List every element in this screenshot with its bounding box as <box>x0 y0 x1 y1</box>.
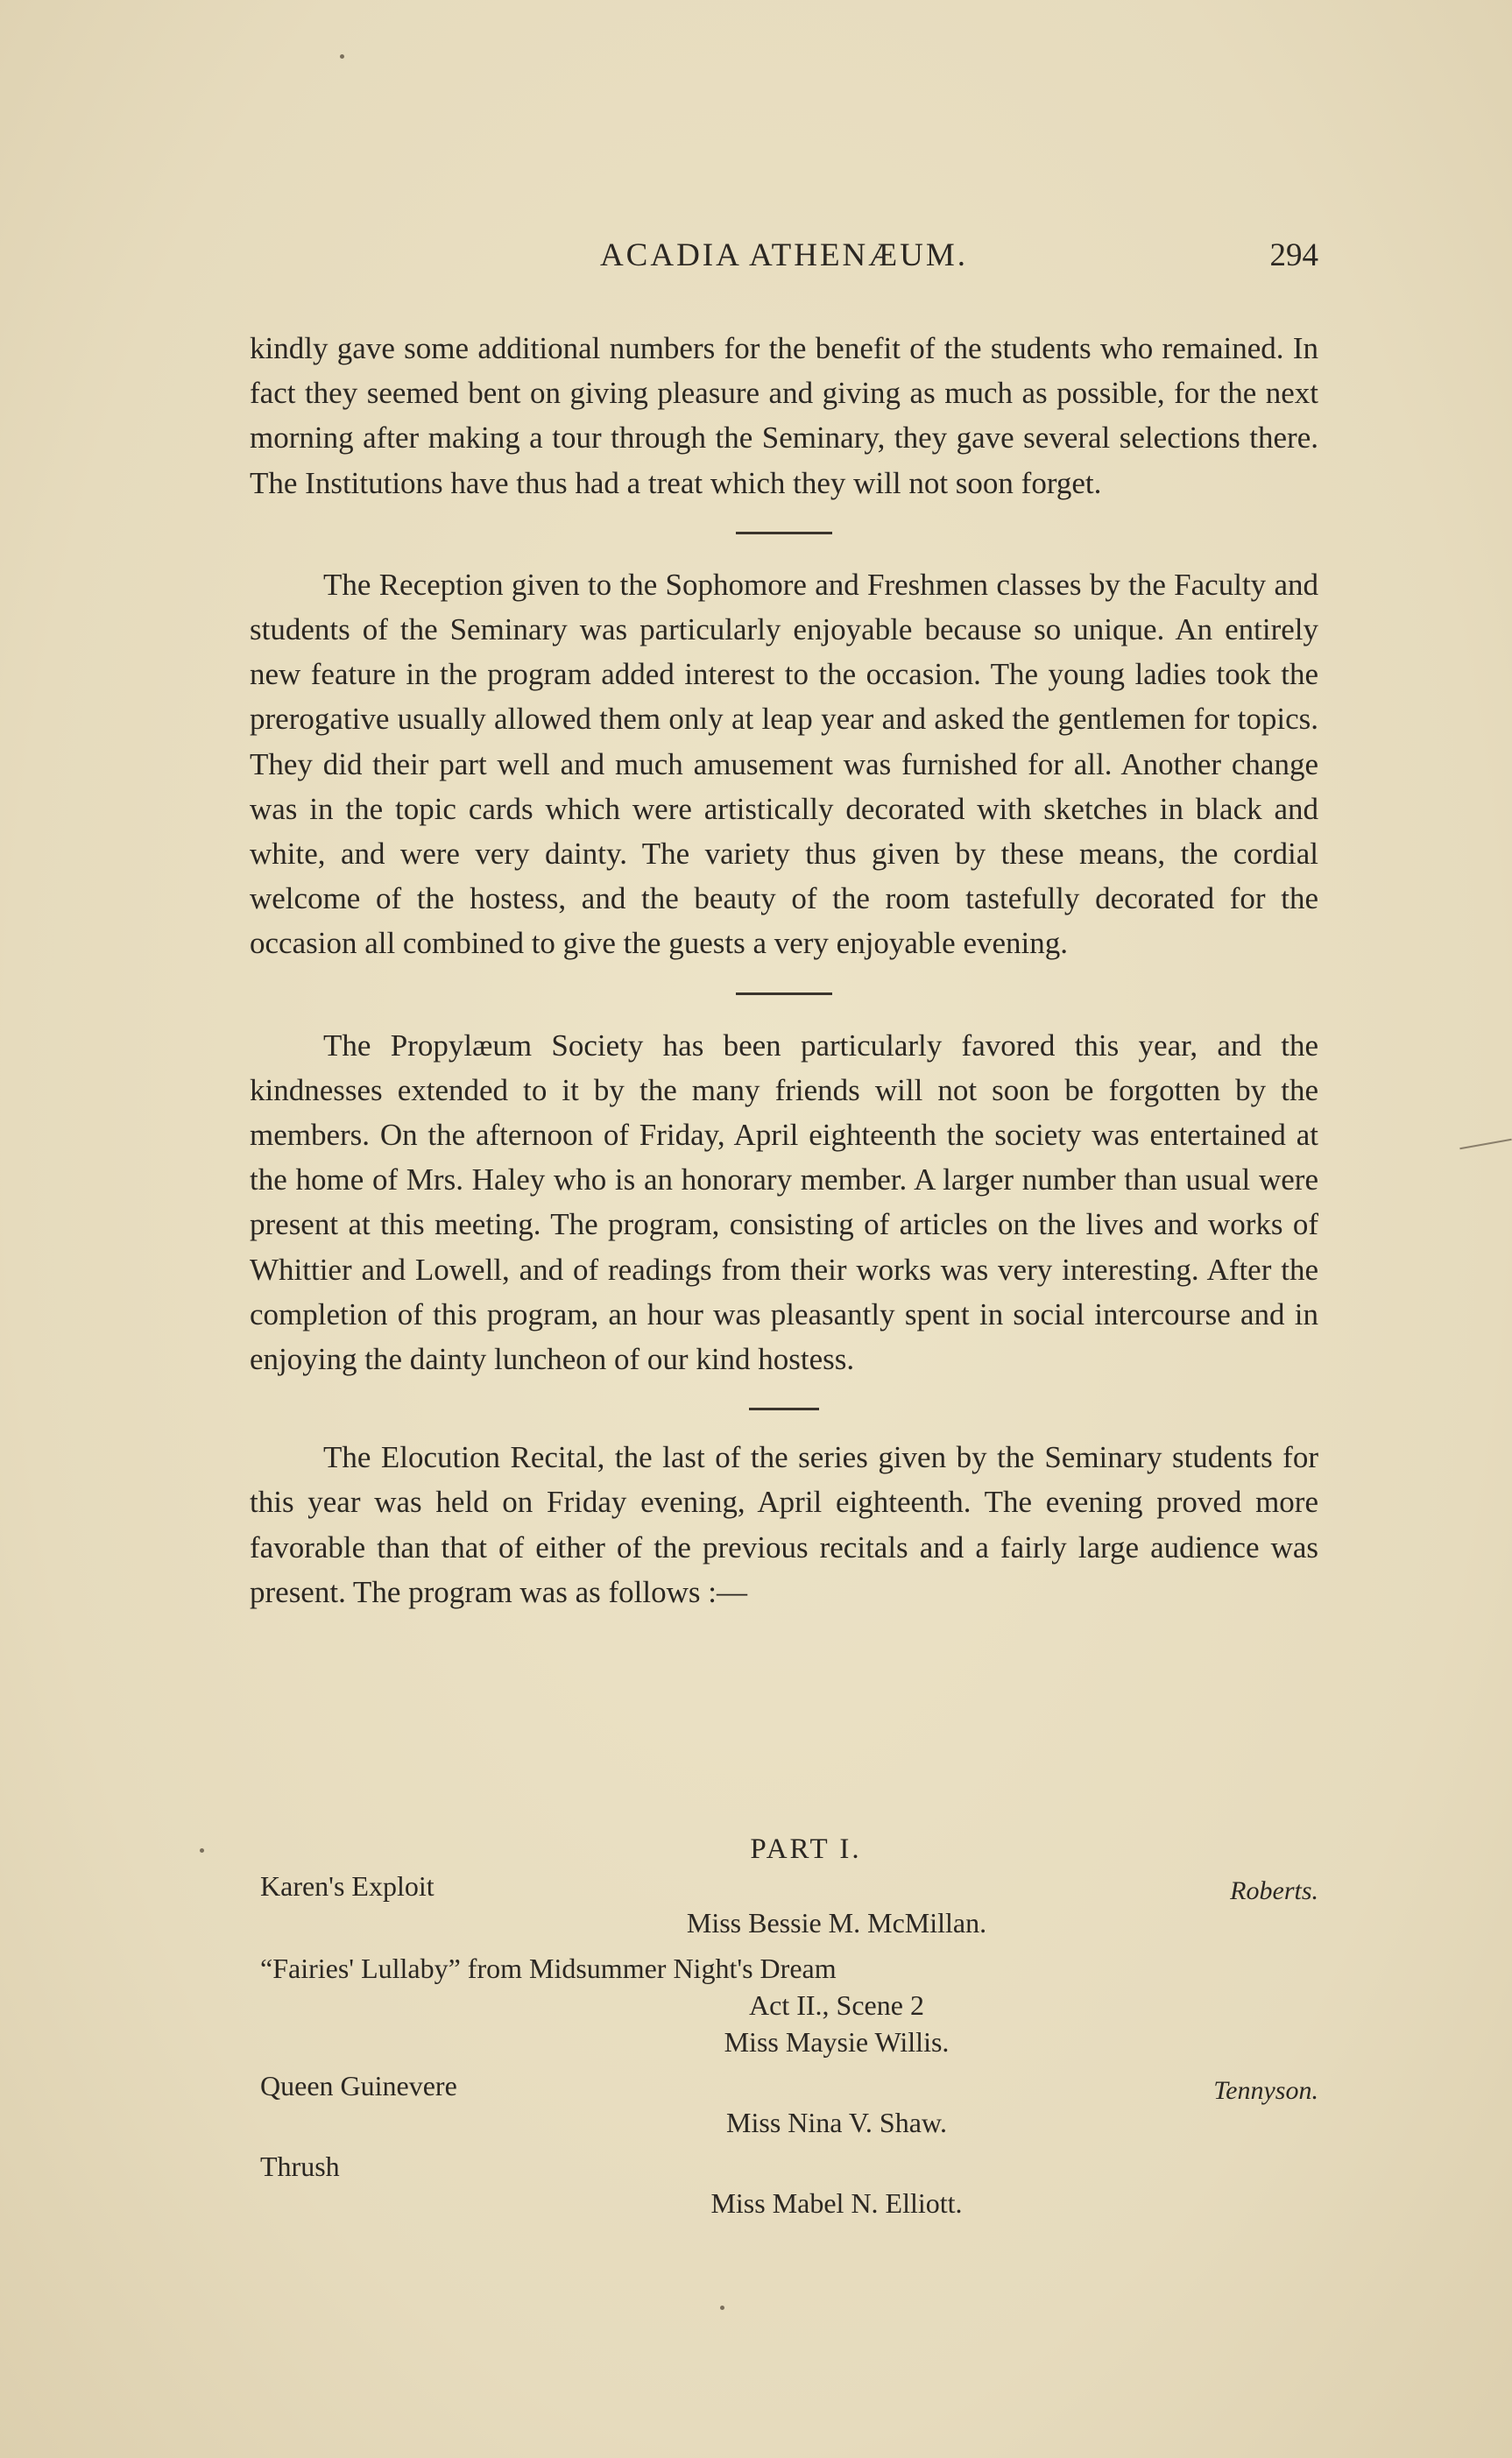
paper-speck <box>720 2306 724 2310</box>
program-item-title: Karen's Exploit <box>260 1870 435 1902</box>
paragraph-elocution: The Elocution Recital, the last of the series given by the Seminary students for this year was held on Friday evening, April eighteenth. The evening proved more favorable than that of either of the previous recitals and a fairly large audience was present. The program was as follows :— <box>250 1440 1318 1609</box>
program-item-performer-row <box>250 2104 1318 2141</box>
program-item-title: “Fairies' Lullaby” from Midsummer Night's Dream <box>260 1953 837 1984</box>
program-item <box>250 1950 1318 1987</box>
program-item-performer: Miss Maysie Willis. <box>724 2026 950 2058</box>
paragraph-propylaeum: The Propylæum Society has been particularly favored this year, and the kindnesses extended to it by the many friends will not soon be forgotten by the members. On the afternoon of Friday, April eighteenth the society was entertained at the home of Mrs. Haley who is an honorary member. A larger number than usual were present at this meeting. The program, consisting of articles on the lives and works of Whittier and Lowell, and of readings from their works was very interesting. After the completion of this program, an hour was pleasantly spent in social intercourse and in enjoying the dainty luncheon of our kind hostess. <box>250 1028 1318 1377</box>
program-item-performer-row <box>250 2024 1318 2060</box>
page-edge-mark <box>1459 1139 1511 1149</box>
program-item-performer: Miss Mabel N. Elliott. <box>710 2187 963 2219</box>
program-item-subtitle-row <box>250 1987 1318 2024</box>
program-item-performer-row <box>250 1904 1318 1941</box>
section-divider <box>749 1408 819 1410</box>
program-item-author: Tennyson. <box>1213 2076 1318 2105</box>
paper-speck <box>200 1848 204 1853</box>
running-head <box>250 237 1318 289</box>
program-part-heading: PART I. <box>750 1833 862 1865</box>
section-divider <box>736 532 832 534</box>
program-item-performer: Miss Nina V. Shaw. <box>726 2107 947 2138</box>
section-divider <box>736 992 832 995</box>
program-item-subtitle: Act II., Scene 2 <box>749 1989 924 2021</box>
paper-speck <box>340 54 344 59</box>
program-item <box>250 1868 1318 1904</box>
program-item <box>250 2067 1318 2104</box>
program-item-author: Roberts. <box>1230 1876 1318 1905</box>
paragraph-reception: The Reception given to the Sophomore and Freshmen classes by the Faculty and students of the Seminary was particularly enjoyable because so unique. An entirely new feature in the program added interest to the occasion. The young ladies took the prerogative usually allowed them only at leap year and asked the gentlemen for topics. They did their part well and much amusement was furnished for all. Another change was in the topic cards which were artistically decorated with sketches in black and white, and were very dainty. The variety thus given by these means, the cordial welcome of the hostess, and the beauty of the room tastefully decorated for the occasion all combined to give the guests a very enjoyable evening. <box>250 567 1318 961</box>
paragraph-continuation: kindly gave some additional numbers for the benefit of the students who remained. In fact they seemed bent on giving pleasure and giving as much as possible, for the next morning after making a tour through the Seminary, they gave several selections there. The Institutions have thus had a treat which they will not soon forget. <box>250 331 1318 500</box>
journal-title: ACADIA ATHENÆUM. <box>599 237 969 273</box>
recital-program <box>250 1831 1318 2221</box>
program-item-performer-row <box>250 2185 1318 2221</box>
program-item-title: Queen Guinevere <box>260 2070 457 2101</box>
article-body <box>250 326 1318 1614</box>
program-item <box>250 2148 1318 2185</box>
program-item-title: Thrush <box>260 2151 340 2182</box>
program-item-performer: Miss Bessie M. McMillan. <box>686 1907 987 1939</box>
page-number: 294 <box>1269 237 1318 273</box>
